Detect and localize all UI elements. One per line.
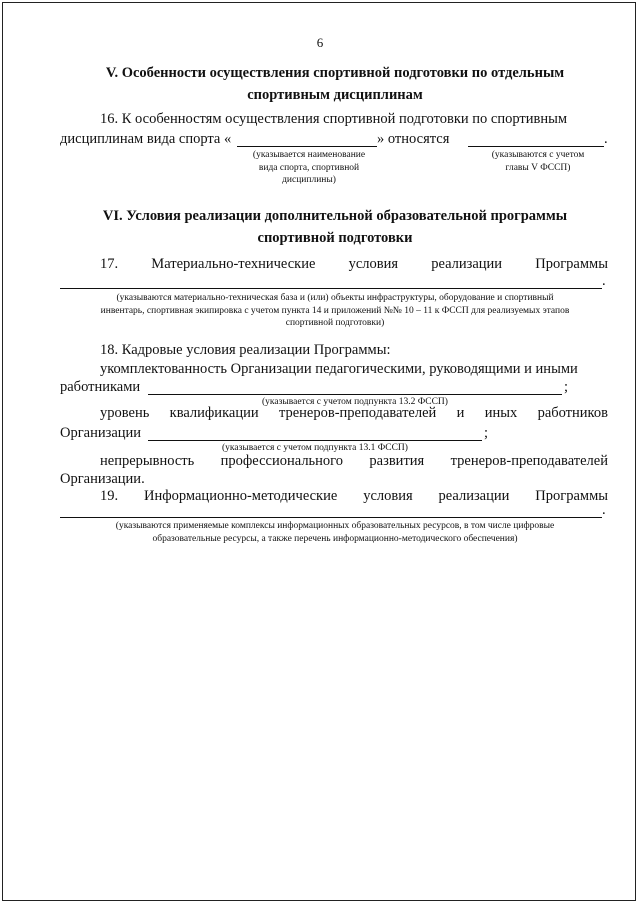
qualification-blank: [148, 440, 482, 441]
note-material-base: (указываются материально-техническая база и (или) объекты инфраструктуры, оборудование и спортивный инвентарь, спортивная экипировка с учетом пункта 14 и приложений №№ 10 – 11 к ФССП для реализуемых этапов спортивной подготовки): [100, 293, 570, 328]
features-blank: [468, 146, 604, 147]
note-sport-name: (указывается наименование вида спорта, спортивной дисциплины): [252, 150, 366, 185]
item-16-mid: » относятся: [377, 131, 450, 147]
item-17-line: 17. Материально-технические условия реализации Программы: [100, 256, 608, 272]
section-6-heading-line1: VI. Условия реализации дополнительной образовательной программы: [102, 208, 568, 224]
section-5-heading-line2: спортивным дисциплинам: [247, 87, 423, 103]
item-16-line1: 16. К особенностям осуществления спортивной подготовки по спортивным: [100, 111, 568, 127]
section-5-heading: [60, 62, 610, 106]
note-chapter-5: (указываются с учетом главы V ФССП): [491, 150, 585, 173]
item-19-line: 19. Информационно-методические условия реализации Программы: [100, 488, 608, 504]
info-resources-blank: [60, 517, 602, 518]
staffing-prefix: работниками: [60, 379, 141, 395]
item-18-title: 18. Кадровые условия реализации Программы:: [100, 342, 391, 358]
staffing-line1: укомплектованность Организации педагогическими, руководящими и иными: [100, 361, 578, 377]
item-17-end: .: [602, 273, 606, 289]
note-info-resources: (указываются применяемые комплексы информационных образовательных ресурсов, в том числе цифровые образовательные ресурсы, а также перечень информационно-методического обеспечения): [115, 521, 555, 544]
sport-name-blank: [237, 146, 377, 147]
qualification-prefix: Организации: [60, 425, 142, 441]
qualification-end: ;: [484, 425, 489, 441]
continuity-line1: непрерывность профессионального развития тренеров-преподавателей: [100, 453, 608, 469]
section-6-heading: [60, 205, 610, 249]
staffing-blank: [148, 394, 562, 395]
note-staffing: (указывается с учетом подпункта 13.2 ФССП): [262, 397, 448, 407]
item-16-end: .: [604, 131, 608, 147]
item-16-prefix: дисциплинам вида спорта «: [60, 131, 232, 147]
material-base-blank: [60, 288, 602, 289]
section-5-heading-line1: V. Особенности осуществления спортивной подготовки по отдельным: [105, 65, 565, 81]
staffing-end: ;: [564, 379, 569, 395]
qualification-line1: уровень квалификации тренеров-преподавателей и иных работников: [100, 405, 608, 421]
note-qualification: (указывается с учетом подпункта 13.1 ФССП): [222, 443, 408, 453]
page-number: 6: [316, 35, 324, 50]
item-19-end: .: [602, 502, 606, 518]
continuity-line2: Организации.: [60, 471, 145, 487]
section-6-heading-line2: спортивной подготовки: [257, 230, 413, 246]
